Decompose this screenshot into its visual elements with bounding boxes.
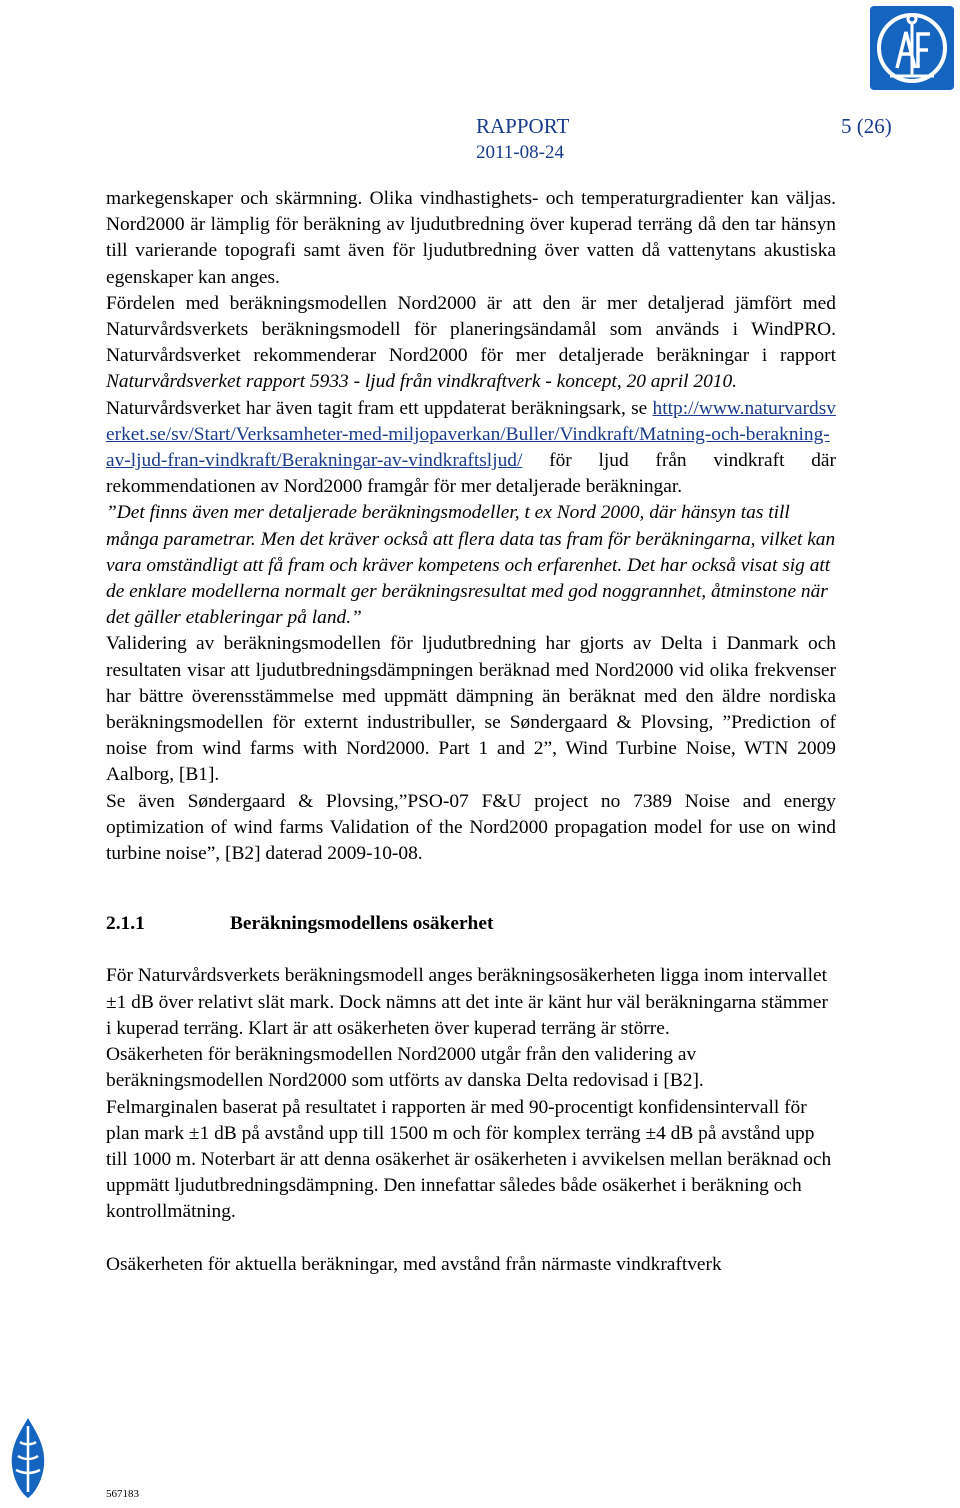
report-label: RAPPORT	[476, 114, 570, 138]
quote-text: ”Det finns även mer detaljerade beräkningsmodeller, t ex Nord 2000, där hänsyn tas till många parametrar. Men det kräver också att flera data tas fram för beräkningarna, vilket kan vara omständligt att få fram och kräver kompetens och erfarenhet. Det har också visat sig att de enklare modellerna normalt ger beräkningsresultat med god noggrannhet, åtminstone när det gäller etableringar på land.”	[106, 502, 836, 629]
document-body	[106, 186, 836, 1278]
paragraph-aktuella-berakningar: Osäkerheten för aktuella beräkningar, med avstånd från närmaste vindkraftverk	[106, 1253, 722, 1275]
paragraph-se-aven: Se även Søndergaard & Plovsing,”PSO-07 F&U project no 7389 Noise and energy optimization of wind farms Validation of the Nord2000 propagation model for use on wind turbine noise”, [B2] daterad 2009-10-08.	[106, 790, 836, 865]
paragraph-berakningsark	[106, 396, 836, 501]
paragraph-nord2000-osakerhet: Osäkerheten för beräkningsmodellen Nord2000 utgår från den validering av beräkningsmodellen Nord2000 som utförts av danska Delta redovisad i [B2].	[106, 1044, 704, 1092]
paragraph-quote	[106, 500, 836, 631]
berakningsark-text-end: för ljud från vindkraft där rekommendationen av Nord2000 framgår för mer detaljerade beräkningar.	[106, 450, 836, 498]
paragraph-naturvardsverket-osakerhet: För Naturvårdsverkets beräkningsmodell anges beräkningsosäkerheten ligga inom intervallet ±1 dB över relativt slät mark. Dock nämns att det inte är känt hur väl beräkningarna stämmer i kuperad terräng. Klart är att osäkerheten över kuperad terräng är större.	[106, 965, 828, 1039]
report-date: 2011-08-24	[476, 142, 564, 163]
shell-icon	[6, 1416, 50, 1500]
section-number: 2.1.1	[106, 913, 145, 935]
paragraph-felmarginal: Felmarginalen baserat på resultatet i rapporten är med 90-procentigt konfidensintervall för plan mark ±1 dB på avstånd upp till 1500 m och för komplex terräng ±4 dB på avstånd upp till 1000 m. Noterbart är att denna osäkerhet är osäkerheten i avvikelsen mellan beräknad och uppmätt ljudutbredningsdämpning. Den innefattar således både osäkerhet i beräkning och kontrollmätning.	[106, 1096, 832, 1223]
naturvardsverket-link[interactable]: http://www.naturvardsverket.se/sv/Start/Verksamheter-med-miljopaverkan/Buller/Vindkraft/Matning-och-berakning-av-ljud-fran-vindkraft/Berakningar-av-vindkraftsljud/	[106, 397, 836, 472]
paragraph-fordelen-text: Fördelen med beräkningsmodellen Nord2000 är att den är mer detaljerad jämfört med Naturvårdsverkets beräkningsmodell för planeringsändamål som används i WindPRO. Naturvårdsverket rekommenderar Nord2000 för mer detaljerade beräkningar i rapport	[106, 292, 836, 367]
paragraph-fordelen	[106, 291, 836, 396]
report-reference: Naturvårdsverket rapport 5933 - ljud från vindkraftverk - koncept, 20 april 2010.	[106, 371, 737, 393]
berakningsark-text: Naturvårdsverket har även tagit fram ett uppdaterat beräkningsark, se	[106, 397, 653, 419]
paragraph-validering: Validering av beräkningsmodellen för ljudutbredning har gjorts av Delta i Danmark och resultaten visar att ljudutbredningsdämpningen beräknad med Nord2000 vid olika frekvenser har bättre överensstämmelse med uppmätt dämpning än beräknat med den äldre nordiska beräkningsmodellen för externt industribuller, se Søndergaard & Plovsing, ”Prediction of noise from wind farms with Nord2000. Part 1 and 2”, Wind Turbine Noise, WTN 2009 Aalborg, [B1].	[106, 633, 836, 786]
af-logo-icon	[870, 6, 954, 90]
section-heading	[106, 911, 836, 937]
section-title: Beräkningsmodellens osäkerhet	[230, 913, 494, 935]
paragraph-nord2000-intro: markegenskaper och skärmning. Olika vindhastighets- och temperaturgradienter kan väljas. Nord2000 är lämplig för beräkning av ljudutbredning över kuperad terräng då den tar hänsyn till varierande topografi samt även för ljudutbredning över vatten då vattenytans akustiska egenskaper kan anges.	[106, 188, 836, 288]
document-id: 567183	[106, 1488, 139, 1500]
page-number: 5 (26)	[841, 114, 892, 138]
